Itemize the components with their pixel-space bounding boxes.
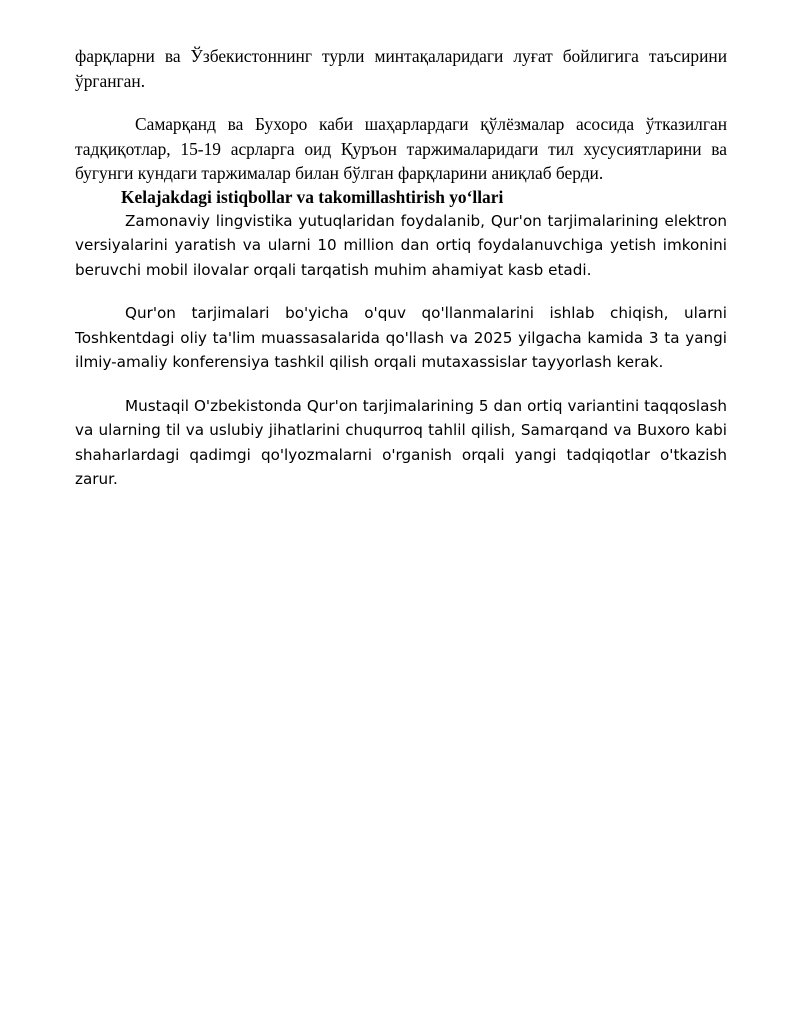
paragraph-continuation: фарқларни ва Ўзбекистоннинг турли минтақаларидаги луғат бойлигига таъсирини ўрганган. [75, 46, 727, 91]
section-heading: Kelajakdagi istiqbollar va takomillashtirish yo‘llari [121, 186, 504, 207]
paragraph-electronic-versions: Zamonaviy lingvistika yutuqlaridan foydalanib, Qur'on tarjimalarining elektron versiyalarini yaratish va ularni 10 million dan ortiq foydalanuvchiga yetish imkonini beruvchi mobil ilovalar orqali tarqatish muhim ahamiyat kasb etadi. [75, 211, 727, 279]
paragraph-manuscripts: Самарқанд ва Бухоро каби шаҳарлардаги қўлёзмалар асосида ўтказилган тадқиқотлар, 15-19 асрларга оид Қуръон таржималаридаги тил хусусиятларини ва бугунги кундаги таржималар билан бўлган фарқларини аниқлаб берди. [75, 114, 727, 183]
paragraph-training-materials: Qur'on tarjimalari bo'yicha o'quv qo'llanmalarini ishlab chiqish, ularni Toshkentdagi oliy ta'lim muassasalarida qo'llash va 2025 yilgacha kamida 3 ta yangi ilmiy-amaliy konferensiya tashkil qilish orqali mutaxassislar tayyorlash kerak. [75, 304, 727, 371]
document-body [75, 44, 727, 492]
paragraph-comparison-research: Mustaqil O'zbekistonda Qur'on tarjimalarining 5 dan ortiq variantini taqqoslash va ularning til va uslubiy jihatlarini chuqurroq tahlil qilish, Samarqand va Buxoro kabi shaharlardagi qadimgi qo'lyozmalarni o'rganish orqali yangi tadqiqotlar o'tkazish zarur. [75, 396, 727, 488]
